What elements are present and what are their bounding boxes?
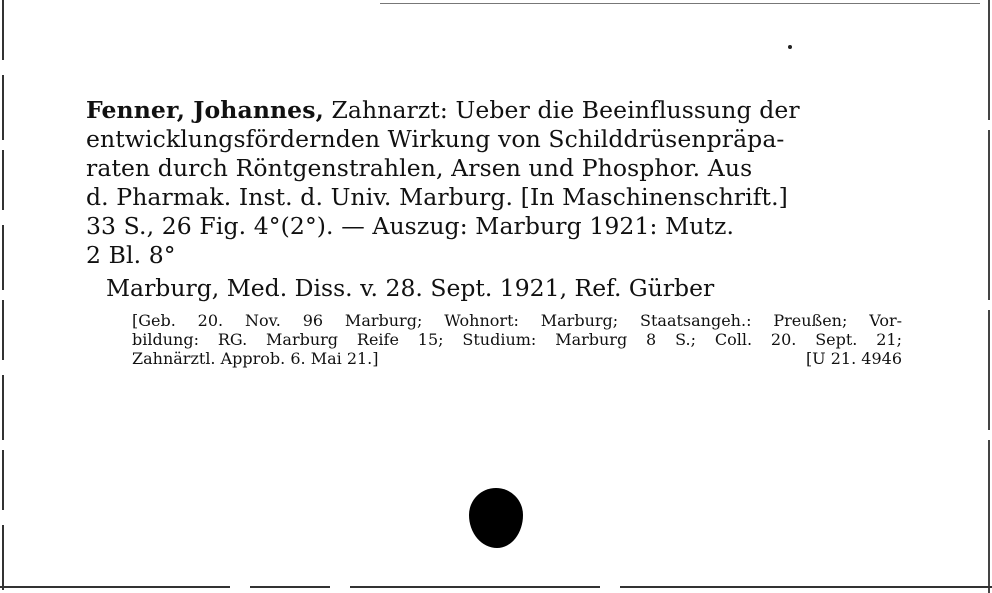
title-line-3: raten durch Röntgenstrahlen, Arsen und Phosphor. Aus [86,154,753,182]
notes-last-row [132,349,902,368]
author-name: Fenner, Johannes, [86,96,324,124]
shelf-signature: [U 21. 4946 [805,349,902,368]
scan-edge-right [988,0,990,593]
title-block [86,96,906,270]
dissertation-line: Marburg, Med. Diss. v. 28. Sept. 1921, Ref. Gürber [106,274,715,302]
notes-line-2: bildung: RG. Marburg Reife 15; Studium: Marburg 8 S.; Coll. 20. Sept. 21; [132,330,902,349]
biographical-notes [132,311,902,368]
notes-line-3: Zahnärztl. Approb. 6. Mai 21.] [132,349,379,368]
title-line-6: 2 Bl. 8° [86,241,176,269]
punch-hole [469,488,523,548]
ink-speck [788,45,792,49]
scan-edge-top [380,3,980,4]
scan-edge-left [2,0,4,593]
title-line-4: d. Pharmak. Inst. d. Univ. Marburg. [In Maschinenschrift.] [86,183,788,211]
title-line-5: 33 S., 26 Fig. 4°(2°). — Auszug: Marburg 1921: Mutz. [86,212,735,240]
title-line-2: entwicklungsfördernden Wirkung von Schilddrüsenpräpa- [86,125,785,153]
scan-edge-bottom [0,586,992,588]
notes-line-1: [Geb. 20. Nov. 96 Marburg; Wohnort: Marburg; Staatsangeh.: Preußen; Vor- [132,311,902,330]
title-line-1: Zahnarzt: Ueber die Beeinflussung der [331,96,800,124]
catalog-entry [86,96,906,368]
